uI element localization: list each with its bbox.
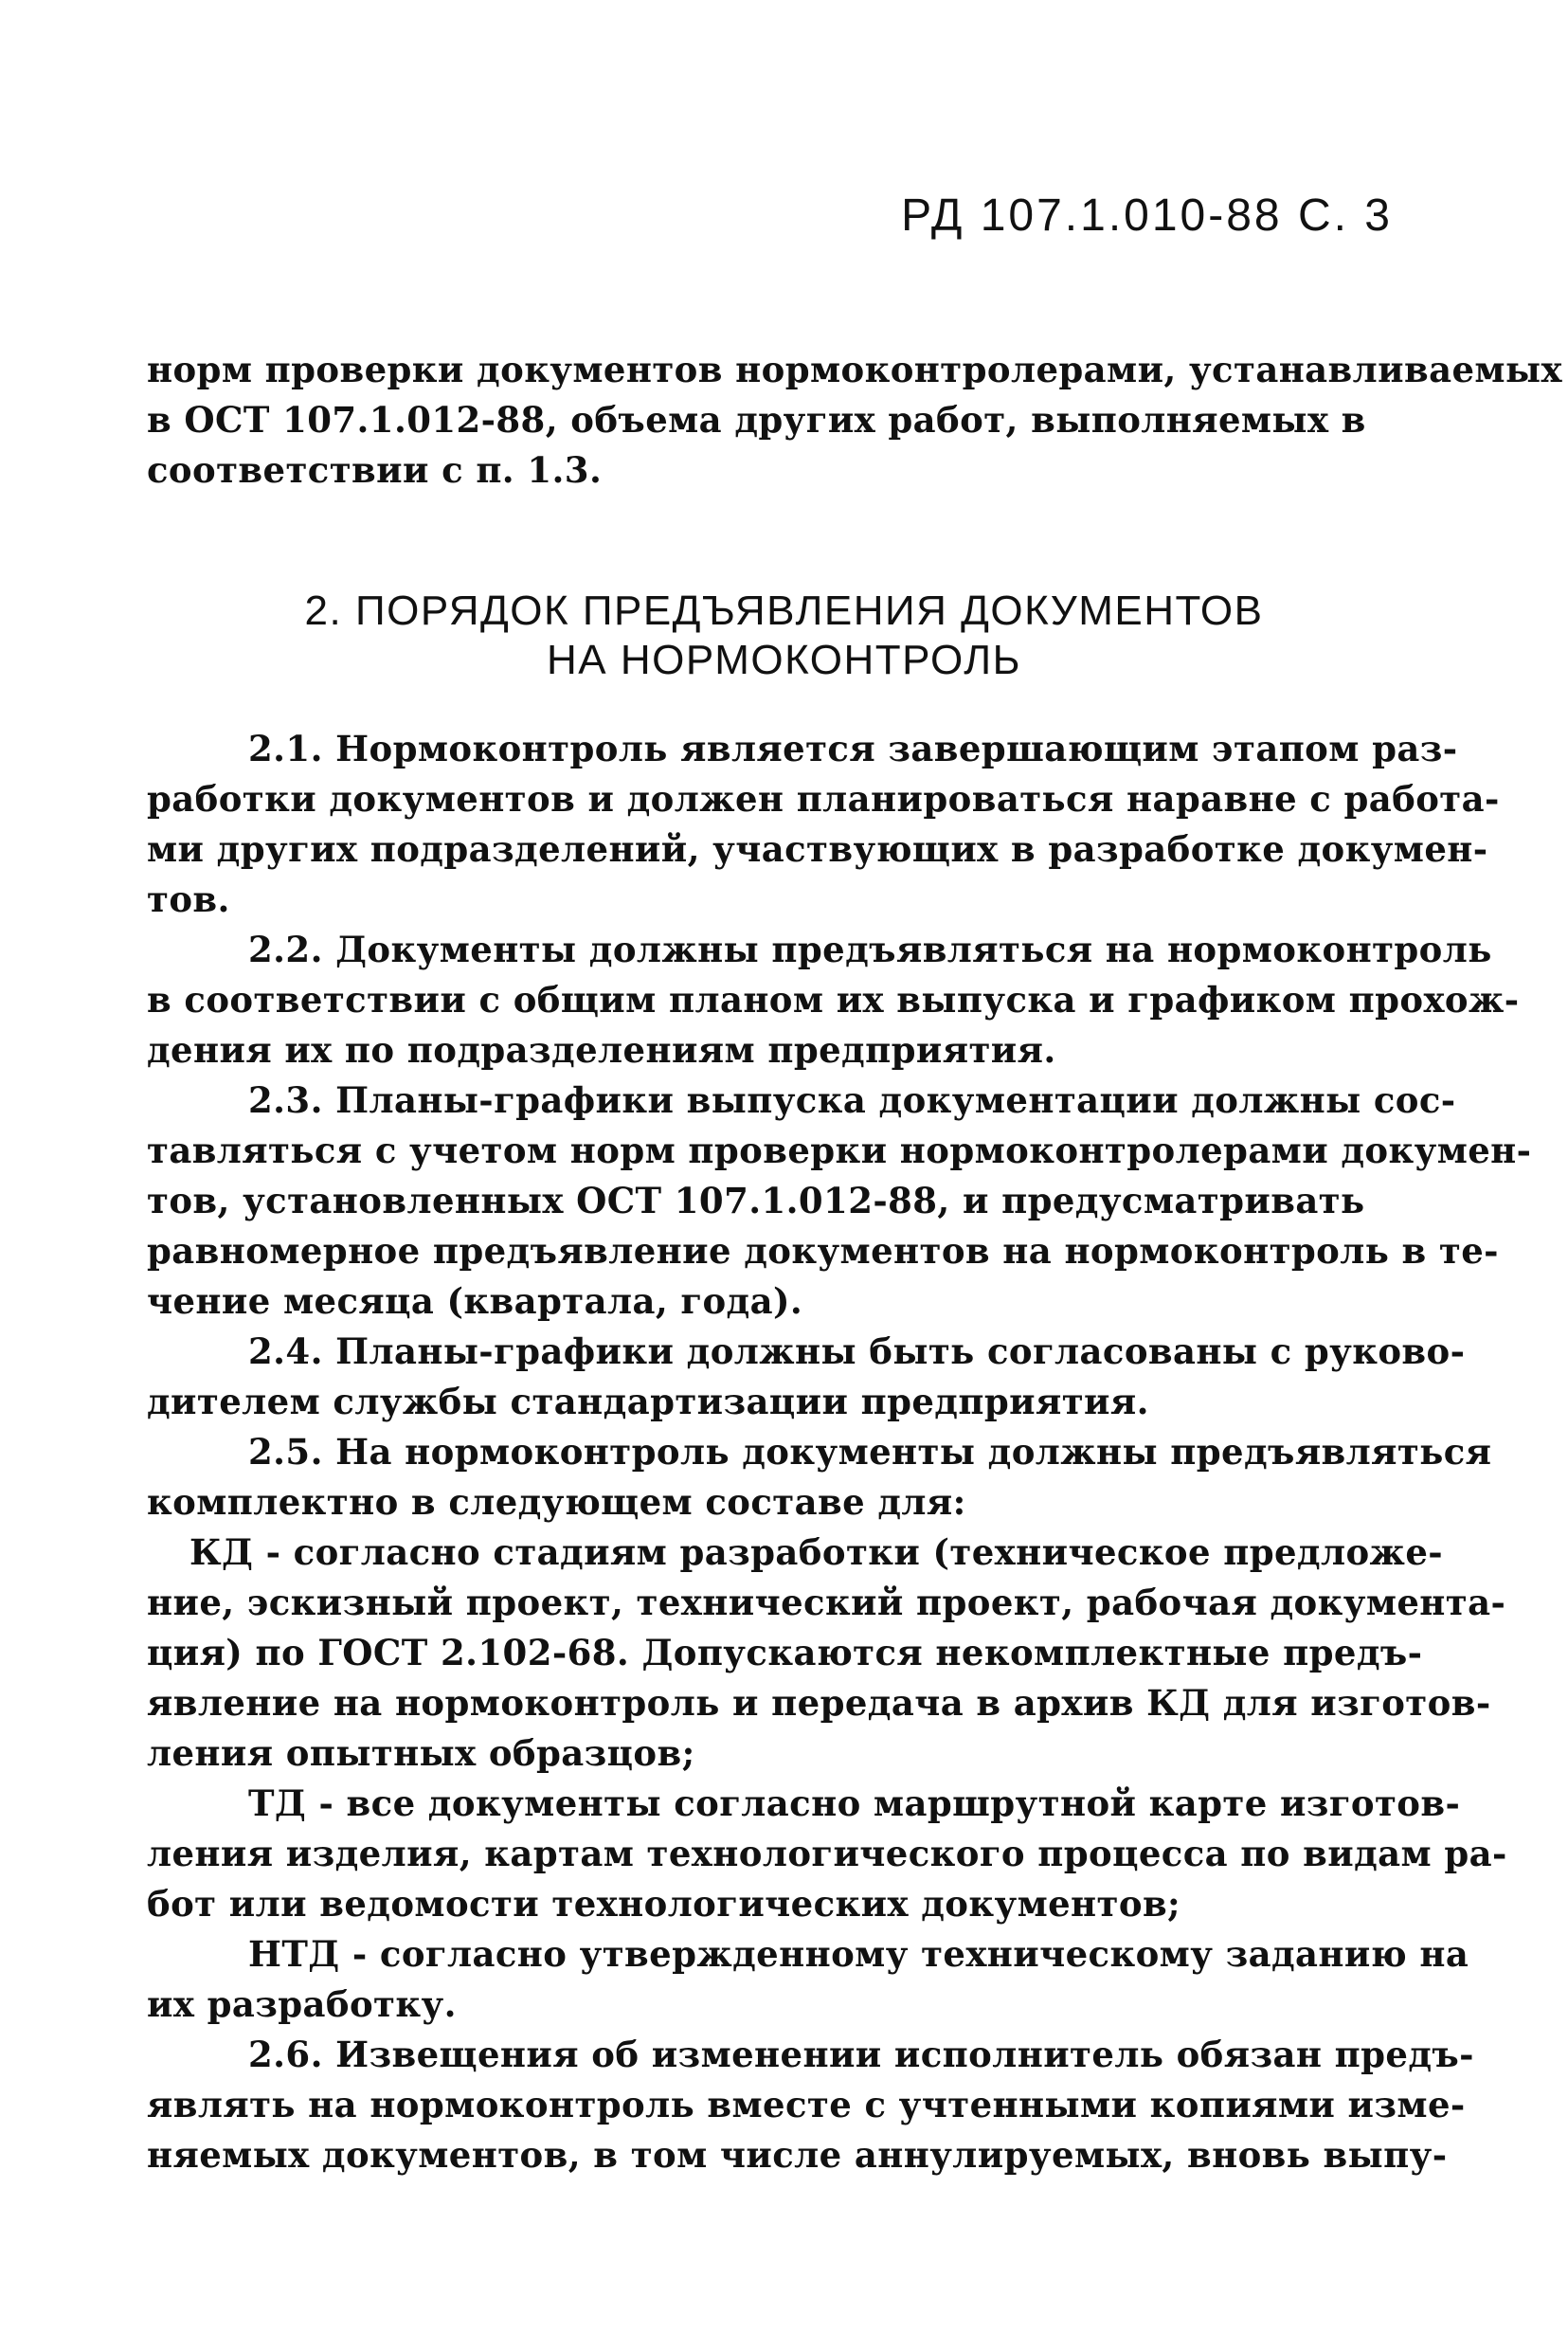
text-line: 2.3. Планы-графики выпуска документации должны сос- xyxy=(248,1079,1456,1121)
section-heading-line-2: НА НОРМОКОНТРОЛЬ xyxy=(547,637,1021,683)
text-line: равномерное предъявление документов на нормоконтроль в те- xyxy=(147,1230,1499,1272)
text-line: комплектно в следующем составе для: xyxy=(147,1481,966,1523)
text-line: норм проверки документов нормоконтролерами, устанавливаемых xyxy=(147,349,1562,390)
section-heading-line-1: 2. ПОРЯДОК ПРЕДЪЯВЛЕНИЯ ДОКУМЕНТОВ xyxy=(304,588,1264,634)
text-line: в соответствии с общим планом их выпуска и графиком прохож- xyxy=(147,979,1520,1021)
text-line: являть на нормоконтроль вместе с учтенными копиями изме- xyxy=(147,2084,1466,2125)
text-line: ние, эскизный проект, технический проект, рабочая документа- xyxy=(147,1582,1506,1623)
text-line: в ОСТ 107.1.012-88, объема других работ, выполняемых в xyxy=(147,399,1366,441)
text-line: соответствии с п. 1.3. xyxy=(147,449,603,491)
text-line: явление на нормоконтроль и передача в архив КД для изготов- xyxy=(147,1682,1491,1724)
text-line: НТД - согласно утвержденному техническому заданию на xyxy=(248,1933,1469,1975)
text-line: ТД - все документы согласно маршрутной карте изготов- xyxy=(248,1782,1461,1824)
text-line: их разработку. xyxy=(147,1983,457,2025)
text-line: тов. xyxy=(147,878,230,920)
text-line: ления опытных образцов; xyxy=(147,1732,695,1774)
text-line: 2.4. Планы-графики должны быть согласованы с руково- xyxy=(248,1330,1466,1372)
text-line: тавляться с учетом норм проверки нормоконтролерами докумен- xyxy=(147,1130,1532,1171)
text-line: ция) по ГОСТ 2.102-68. Допускаются некомплектные предъ- xyxy=(147,1632,1423,1673)
text-line: няемых документов, в том числе аннулируемых, вновь выпу- xyxy=(147,2134,1448,2176)
text-line: бот или ведомости технологических документов; xyxy=(147,1883,1181,1925)
text-line: 2.6. Извещения об изменении исполнитель обязан предъ- xyxy=(248,2034,1474,2075)
text-line: КД - согласно стадиям разработки (техническое предложе- xyxy=(189,1531,1444,1573)
text-line: дителем службы стандартизации предприятия. xyxy=(147,1381,1149,1422)
text-line: дения их по подразделениям предприятия. xyxy=(147,1029,1056,1071)
text-line: ми других подразделений, участвующих в разработке докумен- xyxy=(147,828,1488,870)
text-line: 2.2. Документы должны предъявляться на нормоконтроль xyxy=(248,929,1492,970)
running-header: РД 107.1.010-88 С. 3 xyxy=(901,190,1393,241)
text-line: 2.5. На нормоконтроль документы должны предъявляться xyxy=(248,1431,1492,1473)
text-line: работки документов и должен планироваться наравне с работа- xyxy=(147,778,1500,820)
text-line: ления изделия, картам технологического процесса по видам ра- xyxy=(147,1833,1507,1874)
text-line: тов, установленных ОСТ 107.1.012-88, и предусматривать xyxy=(147,1180,1365,1221)
text-line: чение месяца (квартала, года). xyxy=(147,1280,803,1322)
text-line: 2.1. Нормоконтроль является завершающим этапом раз- xyxy=(248,728,1458,769)
